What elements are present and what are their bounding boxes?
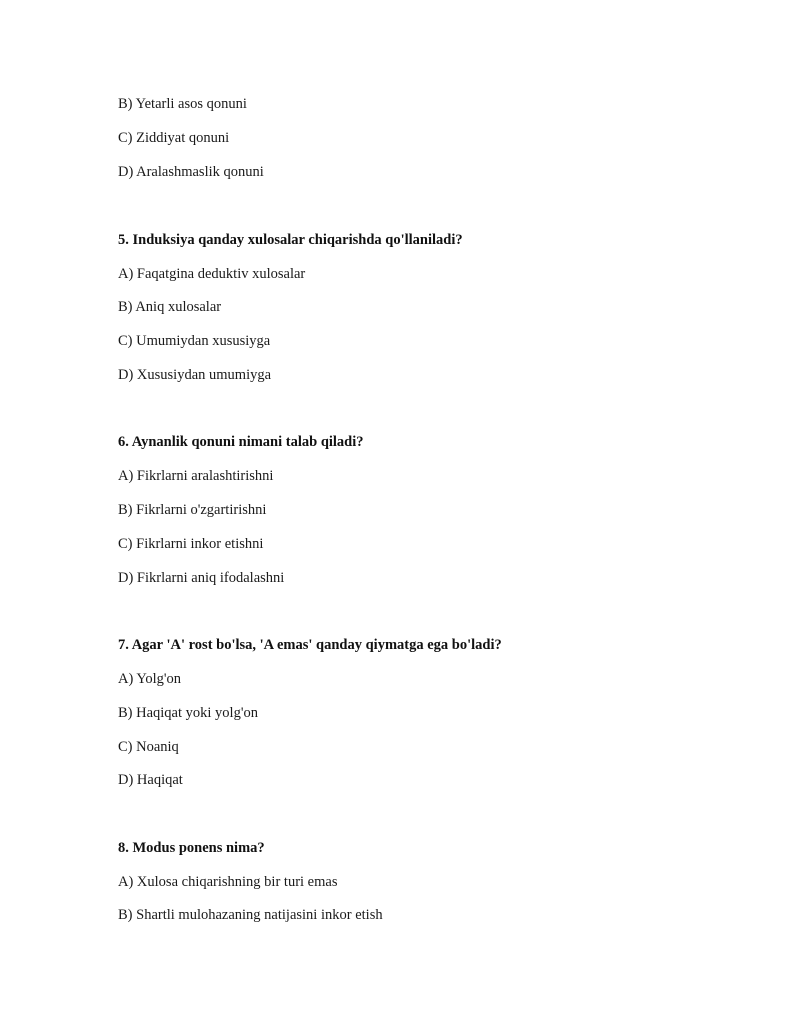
option-6b: B) Fikrlarni o'zgartirishni xyxy=(118,502,267,518)
question-5: 5. Induksiya qanday xulosalar chiqarishda qo'llaniladi? xyxy=(118,232,463,248)
option-6c: C) Fikrlarni inkor etishni xyxy=(118,536,264,552)
question-6: 6. Aynanlik qonuni nimani talab qiladi? xyxy=(118,434,364,450)
option-5b: B) Aniq xulosalar xyxy=(118,299,222,315)
option-5a: A) Faqatgina deduktiv xulosalar xyxy=(118,266,306,282)
question-7: 7. Agar 'A' rost bo'lsa, 'A emas' qanday qiymatga ega bo'ladi? xyxy=(118,637,502,653)
option-7b: B) Haqiqat yoki yolg'on xyxy=(118,705,258,721)
question-8: 8. Modus ponens nima? xyxy=(118,840,265,856)
option-8b: B) Shartli mulohazaning natijasini inkor etish xyxy=(118,907,383,923)
option-7a: A) Yolg'on xyxy=(118,671,182,687)
option-4d: D) Aralashmaslik qonuni xyxy=(118,164,264,180)
option-5c: C) Umumiydan xususiyga xyxy=(118,333,271,349)
option-8a: A) Xulosa chiqarishning bir turi emas xyxy=(118,874,338,890)
option-5d: D) Xususiydan umumiyga xyxy=(118,367,272,383)
option-7d: D) Haqiqat xyxy=(118,772,183,788)
option-6a: A) Fikrlarni aralashtirishni xyxy=(118,468,274,484)
option-6d: D) Fikrlarni aniq ifodalashni xyxy=(118,570,285,586)
option-4b: B) Yetarli asos qonuni xyxy=(118,96,247,112)
option-4c: C) Ziddiyat qonuni xyxy=(118,130,230,146)
option-7c: C) Noaniq xyxy=(118,739,179,755)
